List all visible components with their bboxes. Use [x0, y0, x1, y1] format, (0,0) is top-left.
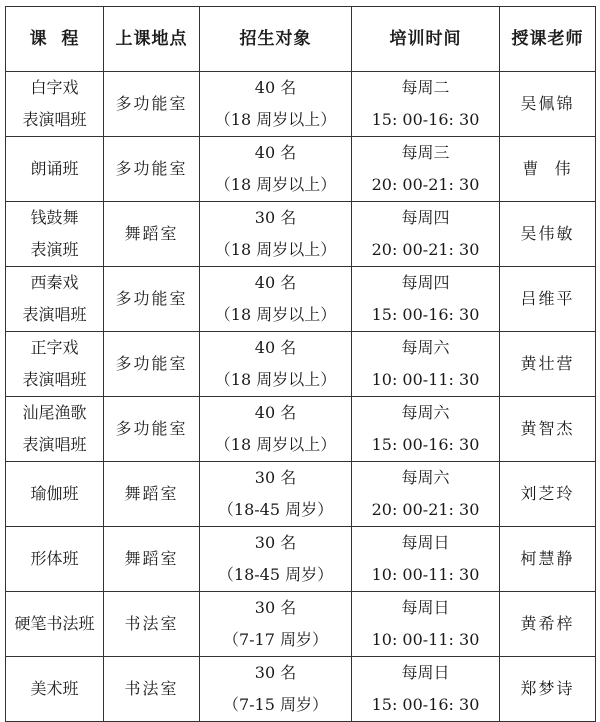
- location-cell-text: 书法室: [124, 614, 179, 633]
- table-row: [6, 462, 596, 527]
- location-cell-text: 舞蹈室: [124, 224, 179, 243]
- time-cell-line: 每周四: [401, 273, 450, 292]
- header-target: 招生对象: [200, 7, 352, 72]
- course-cell-line: 表演唱班: [22, 370, 87, 389]
- target-cell-line: （7-17 周岁）: [222, 630, 329, 649]
- course-cell: [6, 657, 104, 722]
- target-cell-line: 30 名: [254, 598, 297, 617]
- time-cell-line: 20: 00-21: 30: [371, 175, 480, 194]
- time-cell: [352, 202, 500, 267]
- target-cell-line: （18 周岁以上）: [214, 370, 337, 389]
- time-cell-line: 15: 00-16: 30: [371, 435, 480, 454]
- location-cell-text: 多功能室: [115, 289, 188, 308]
- teacher-cell-text: 黄智杰: [520, 419, 575, 438]
- time-cell: [352, 462, 500, 527]
- table-row: [6, 527, 596, 592]
- time-cell-line: 每周日: [401, 533, 450, 552]
- course-cell: [6, 202, 104, 267]
- header-course: 课 程: [6, 7, 104, 72]
- location-cell: [104, 202, 200, 267]
- location-cell: [104, 527, 200, 592]
- course-cell: [6, 462, 104, 527]
- time-cell-line: 每周六: [401, 403, 450, 422]
- course-cell: [6, 137, 104, 202]
- time-cell: [352, 592, 500, 657]
- target-cell: [200, 267, 352, 332]
- time-cell-line: 20: 00-21: 30: [371, 240, 480, 259]
- table-row: [6, 657, 596, 722]
- time-cell: [352, 527, 500, 592]
- course-cell-line: 正字戏: [30, 338, 79, 357]
- time-cell-line: 每周六: [401, 338, 450, 357]
- location-cell: [104, 657, 200, 722]
- course-cell-line: 硬笔书法班: [14, 614, 95, 633]
- time-cell-line: 10: 00-11: 30: [371, 565, 480, 584]
- course-cell: [6, 72, 104, 137]
- time-cell-line: 每周三: [401, 143, 450, 162]
- course-cell-line: 表演班: [30, 240, 79, 259]
- location-cell-text: 舞蹈室: [124, 484, 179, 503]
- teacher-cell-text: 刘芝玲: [520, 484, 575, 503]
- teacher-cell: [500, 592, 596, 657]
- course-cell: [6, 267, 104, 332]
- header-row: [6, 7, 596, 72]
- teacher-cell: [500, 462, 596, 527]
- time-cell-line: 20: 00-21: 30: [371, 500, 480, 519]
- target-cell-line: （18-45 周岁）: [217, 500, 334, 519]
- teacher-cell-text: 柯慧静: [520, 549, 575, 568]
- time-cell: [352, 72, 500, 137]
- target-cell: [200, 527, 352, 592]
- time-cell-line: 每周日: [401, 598, 450, 617]
- course-cell-line: 西秦戏: [30, 273, 79, 292]
- target-cell: [200, 462, 352, 527]
- target-cell: [200, 332, 352, 397]
- location-cell-text: 多功能室: [115, 94, 188, 113]
- target-cell-line: （18 周岁以上）: [214, 305, 337, 324]
- location-cell-text: 多功能室: [115, 419, 188, 438]
- course-cell-line: 朗诵班: [30, 159, 79, 178]
- course-schedule-table: [5, 6, 596, 722]
- time-cell: [352, 137, 500, 202]
- location-cell: [104, 137, 200, 202]
- teacher-cell: [500, 397, 596, 462]
- teacher-cell: [500, 202, 596, 267]
- target-cell-line: （18 周岁以上）: [214, 240, 337, 259]
- time-cell-line: 15: 00-16: 30: [371, 305, 480, 324]
- target-cell-line: 30 名: [254, 468, 297, 487]
- table-row: [6, 202, 596, 267]
- teacher-cell: [500, 657, 596, 722]
- teacher-cell: [500, 332, 596, 397]
- time-cell: [352, 332, 500, 397]
- time-cell-line: 10: 00-11: 30: [371, 630, 480, 649]
- table-row: [6, 72, 596, 137]
- teacher-cell-text: 吴伟敏: [520, 224, 575, 243]
- target-cell: [200, 592, 352, 657]
- location-cell: [104, 462, 200, 527]
- teacher-cell: [500, 267, 596, 332]
- location-cell: [104, 397, 200, 462]
- teacher-cell-text: 曹 伟: [522, 159, 573, 178]
- time-cell-line: 每周四: [401, 208, 450, 227]
- teacher-cell-text: 黄壮营: [520, 354, 575, 373]
- target-cell-line: （18 周岁以上）: [214, 435, 337, 454]
- location-cell: [104, 332, 200, 397]
- course-cell-line: 白字戏: [30, 78, 79, 97]
- target-cell-line: 40 名: [254, 143, 297, 162]
- time-cell-line: 15: 00-16: 30: [371, 110, 480, 129]
- location-cell-text: 多功能室: [115, 159, 188, 178]
- time-cell-line: 10: 00-11: 30: [371, 370, 480, 389]
- time-cell-line: 每周日: [401, 663, 450, 682]
- header-time: 培训时间: [352, 7, 500, 72]
- target-cell-line: 30 名: [254, 533, 297, 552]
- course-cell-line: 表演唱班: [22, 110, 87, 129]
- teacher-cell-text: 黄希梓: [520, 614, 575, 633]
- course-cell-line: 瑜伽班: [30, 484, 79, 503]
- target-cell-line: 40 名: [254, 338, 297, 357]
- table-row: [6, 332, 596, 397]
- location-cell: [104, 592, 200, 657]
- course-cell-line: 汕尾渔歌: [22, 403, 87, 422]
- course-cell-line: 表演唱班: [22, 305, 87, 324]
- table-row: [6, 592, 596, 657]
- target-cell: [200, 72, 352, 137]
- course-cell-line: 钱鼓舞: [30, 208, 79, 227]
- course-cell: [6, 527, 104, 592]
- course-cell-line: 表演唱班: [22, 435, 87, 454]
- teacher-cell: [500, 72, 596, 137]
- course-cell: [6, 397, 104, 462]
- target-cell-line: 40 名: [254, 273, 297, 292]
- target-cell-line: （18-45 周岁）: [217, 565, 334, 584]
- teacher-cell-text: 郑梦诗: [520, 679, 575, 698]
- teacher-cell: [500, 137, 596, 202]
- time-cell-line: 15: 00-16: 30: [371, 695, 480, 714]
- course-cell-line: 形体班: [30, 549, 79, 568]
- target-cell: [200, 397, 352, 462]
- time-cell: [352, 397, 500, 462]
- location-cell: [104, 72, 200, 137]
- target-cell: [200, 137, 352, 202]
- time-cell-line: 每周二: [401, 78, 450, 97]
- target-cell-line: （18 周岁以上）: [214, 110, 337, 129]
- table-row: [6, 267, 596, 332]
- location-cell-text: 书法室: [124, 679, 179, 698]
- course-cell-line: 美术班: [30, 679, 79, 698]
- target-cell-line: （18 周岁以上）: [214, 175, 337, 194]
- target-cell-line: 40 名: [254, 78, 297, 97]
- table-row: [6, 397, 596, 462]
- location-cell-text: 多功能室: [115, 354, 188, 373]
- target-cell-line: （7-15 周岁）: [222, 695, 329, 714]
- time-cell-line: 每周六: [401, 468, 450, 487]
- target-cell: [200, 657, 352, 722]
- location-cell: [104, 267, 200, 332]
- target-cell: [200, 202, 352, 267]
- header-location: 上课地点: [104, 7, 200, 72]
- time-cell: [352, 267, 500, 332]
- teacher-cell-text: 吴佩锦: [520, 94, 575, 113]
- table-row: [6, 137, 596, 202]
- location-cell-text: 舞蹈室: [124, 549, 179, 568]
- header-teacher: 授课老师: [500, 7, 596, 72]
- target-cell-line: 30 名: [254, 208, 297, 227]
- teacher-cell: [500, 527, 596, 592]
- course-cell: [6, 592, 104, 657]
- target-cell-line: 30 名: [254, 663, 297, 682]
- time-cell: [352, 657, 500, 722]
- teacher-cell-text: 吕维平: [520, 289, 575, 308]
- target-cell-line: 40 名: [254, 403, 297, 422]
- course-cell: [6, 332, 104, 397]
